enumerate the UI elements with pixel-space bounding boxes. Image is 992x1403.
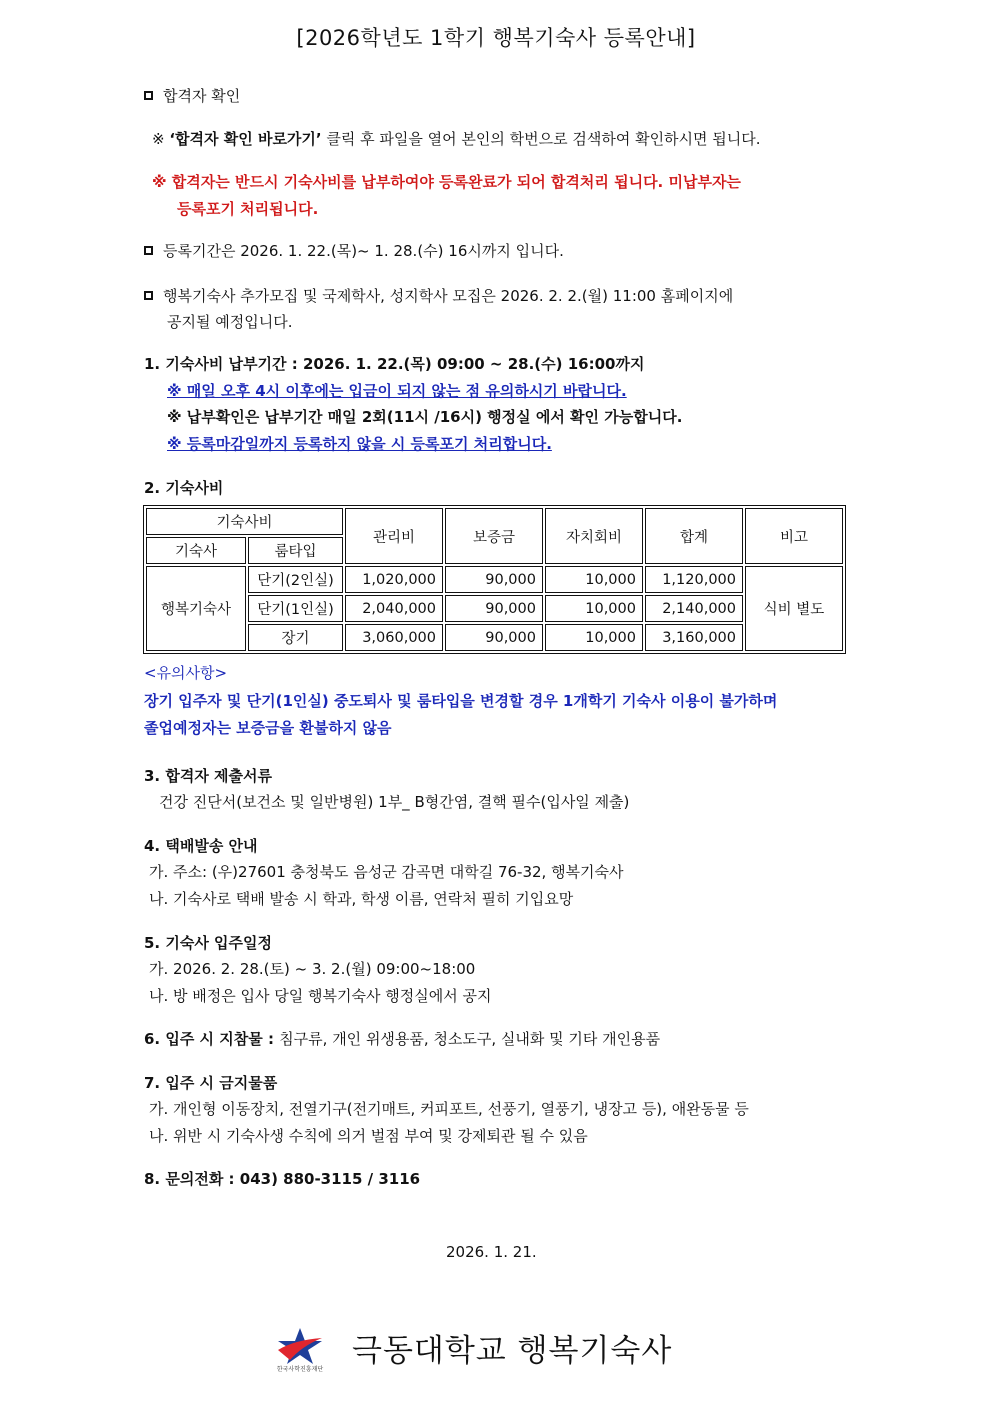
confirm-note-text: 클릭 후 파일을 열어 본인의 학번으로 검색하여 확인하시면 됩니다. <box>321 130 761 148</box>
checkbox-square-icon <box>144 291 153 300</box>
foundation-logo-icon <box>272 1326 328 1372</box>
checkbox-square-icon <box>144 246 153 255</box>
room-cell: 단기(2인실) <box>248 566 343 593</box>
period-text: 등록기간은 2026. 1. 22.(목)~ 1. 28.(수) 16시까지 입니다. <box>163 242 564 260</box>
caution-line-1: 장기 입주자 및 단기(1인실) 중도퇴사 및 룸타입을 변경할 경우 1개학기 기숙사 이용이 불가하며 <box>144 692 778 710</box>
movein-line-1: 가. 2026. 2. 28.(토) ~ 3. 2.(월) 09:00~18:00 <box>149 960 476 978</box>
header-deposit: 보증금 <box>445 508 543 564</box>
recruit-notice <box>144 285 733 306</box>
table-row <box>146 624 843 651</box>
items-heading: 6. 입주 시 지참물 : <box>144 1030 280 1048</box>
header-room: 룸타입 <box>248 537 343 564</box>
dorm-name-cell: 행복기숙사 <box>146 566 246 651</box>
mgmt-cell: 3,060,000 <box>345 624 443 651</box>
warning-line-2: 등록포기 처리됩니다. <box>177 200 319 218</box>
document-date: 2026. 1. 21. <box>446 1243 537 1261</box>
deposit-cell: 90,000 <box>445 566 543 593</box>
movein-line-2: 나. 방 배정은 입사 당일 행복기숙사 행정실에서 공지 <box>149 987 492 1005</box>
docs-line: 건강 진단서(보건소 및 일반병원) 1부_ B형간염, 결핵 필수(입사일 제출) <box>159 793 630 811</box>
docs-heading: 3. 합격자 제출서류 <box>144 767 273 785</box>
parcel-heading: 4. 택배발송 안내 <box>144 837 258 855</box>
table-row <box>146 595 843 622</box>
items-line <box>144 1028 660 1049</box>
prohibited-line-1: 가. 개인형 이동장치, 전열기구(전기매트, 커피포트, 선풍기, 열풍기, 냉장고 등), 애완동물 등 <box>149 1100 749 1118</box>
logo-caption: 한국사학진흥재단 <box>276 1366 324 1373</box>
prohibited-heading: 7. 입주 시 금지물품 <box>144 1074 278 1092</box>
note-mark: ※ <box>152 130 165 148</box>
caution-line-2: 졸업예정자는 보증금을 환불하지 않음 <box>144 719 392 737</box>
organization-name: 극동대학교 행복기숙사 <box>352 1333 673 1369</box>
header-group: 기숙사비 <box>146 508 343 535</box>
contact-heading: 8. 문의전화 : 043) 880-3115 / 3116 <box>144 1170 421 1188</box>
table-row <box>146 566 843 593</box>
fee-table <box>143 505 846 654</box>
council-cell: 10,000 <box>545 566 643 593</box>
total-cell: 3,160,000 <box>645 624 743 651</box>
items-text: 침구류, 개인 위생용품, 청소도구, 실내화 및 기타 개인용품 <box>279 1030 661 1048</box>
payment-note-1: ※ 매일 오후 4시 이후에는 입금이 되지 않는 점 유의하시기 바랍니다. <box>167 382 627 400</box>
header-council: 자치회비 <box>545 508 643 564</box>
prohibited-line-2: 나. 위반 시 기숙사생 수칙에 의거 벌점 부여 및 강제퇴관 될 수 있음 <box>149 1127 588 1145</box>
parcel-line-1: 가. 주소: (우)27601 충청북도 음성군 감곡면 대학길 76-32, 행복기숙사 <box>149 863 624 881</box>
header-note: 비고 <box>745 508 843 564</box>
recruit-text-2: 공지될 예정입니다. <box>167 313 293 331</box>
table-header-row <box>146 508 843 535</box>
fees-heading: 2. 기숙사비 <box>144 479 224 497</box>
confirm-note <box>152 128 761 149</box>
movein-heading: 5. 기숙사 입주일정 <box>144 934 273 952</box>
confirm-heading-text: 합격자 확인 <box>163 87 241 105</box>
total-cell: 2,140,000 <box>645 595 743 622</box>
period-notice <box>144 240 564 261</box>
page-title: [2026학년도 1학기 행복기숙사 등록안내] <box>296 26 696 50</box>
deposit-cell: 90,000 <box>445 595 543 622</box>
header-mgmt: 관리비 <box>345 508 443 564</box>
caution-title: <유의사항> <box>144 664 228 682</box>
warning-line-1: ※ 합격자는 반드시 기숙사비를 납부하여야 등록완료가 되어 합격처리 됩니다. 미납부자는 <box>152 173 741 191</box>
room-cell: 단기(1인실) <box>248 595 343 622</box>
room-cell: 장기 <box>248 624 343 651</box>
header-total: 합계 <box>645 508 743 564</box>
council-cell: 10,000 <box>545 595 643 622</box>
payment-heading: 1. 기숙사비 납부기간 : 2026. 1. 22.(목) 09:00 ~ 28.(수) 16:00까지 <box>144 355 645 373</box>
recruit-text-1: 행복기숙사 추가모집 및 국제학사, 성지학사 모집은 2026. 2. 2.(월) 11:00 홈페이지에 <box>163 287 734 305</box>
council-cell: 10,000 <box>545 624 643 651</box>
note-cell: 식비 별도 <box>745 566 843 651</box>
confirm-link-label: ‘합격자 확인 바로가기’ <box>169 130 322 148</box>
mgmt-cell: 2,040,000 <box>345 595 443 622</box>
parcel-line-2: 나. 기숙사로 택배 발송 시 학과, 학생 이름, 연락처 필히 기입요망 <box>149 890 574 908</box>
checkbox-square-icon <box>144 91 153 100</box>
deposit-cell: 90,000 <box>445 624 543 651</box>
payment-note-3: ※ 등록마감일까지 등록하지 않을 시 등록포기 처리합니다. <box>167 435 552 453</box>
header-dorm: 기숙사 <box>146 537 246 564</box>
total-cell: 1,120,000 <box>645 566 743 593</box>
mgmt-cell: 1,020,000 <box>345 566 443 593</box>
confirm-heading <box>144 85 240 106</box>
payment-note-2: ※ 납부확인은 납부기간 매일 2회(11시 /16시) 행정실 에서 확인 가능합니다. <box>167 408 683 426</box>
